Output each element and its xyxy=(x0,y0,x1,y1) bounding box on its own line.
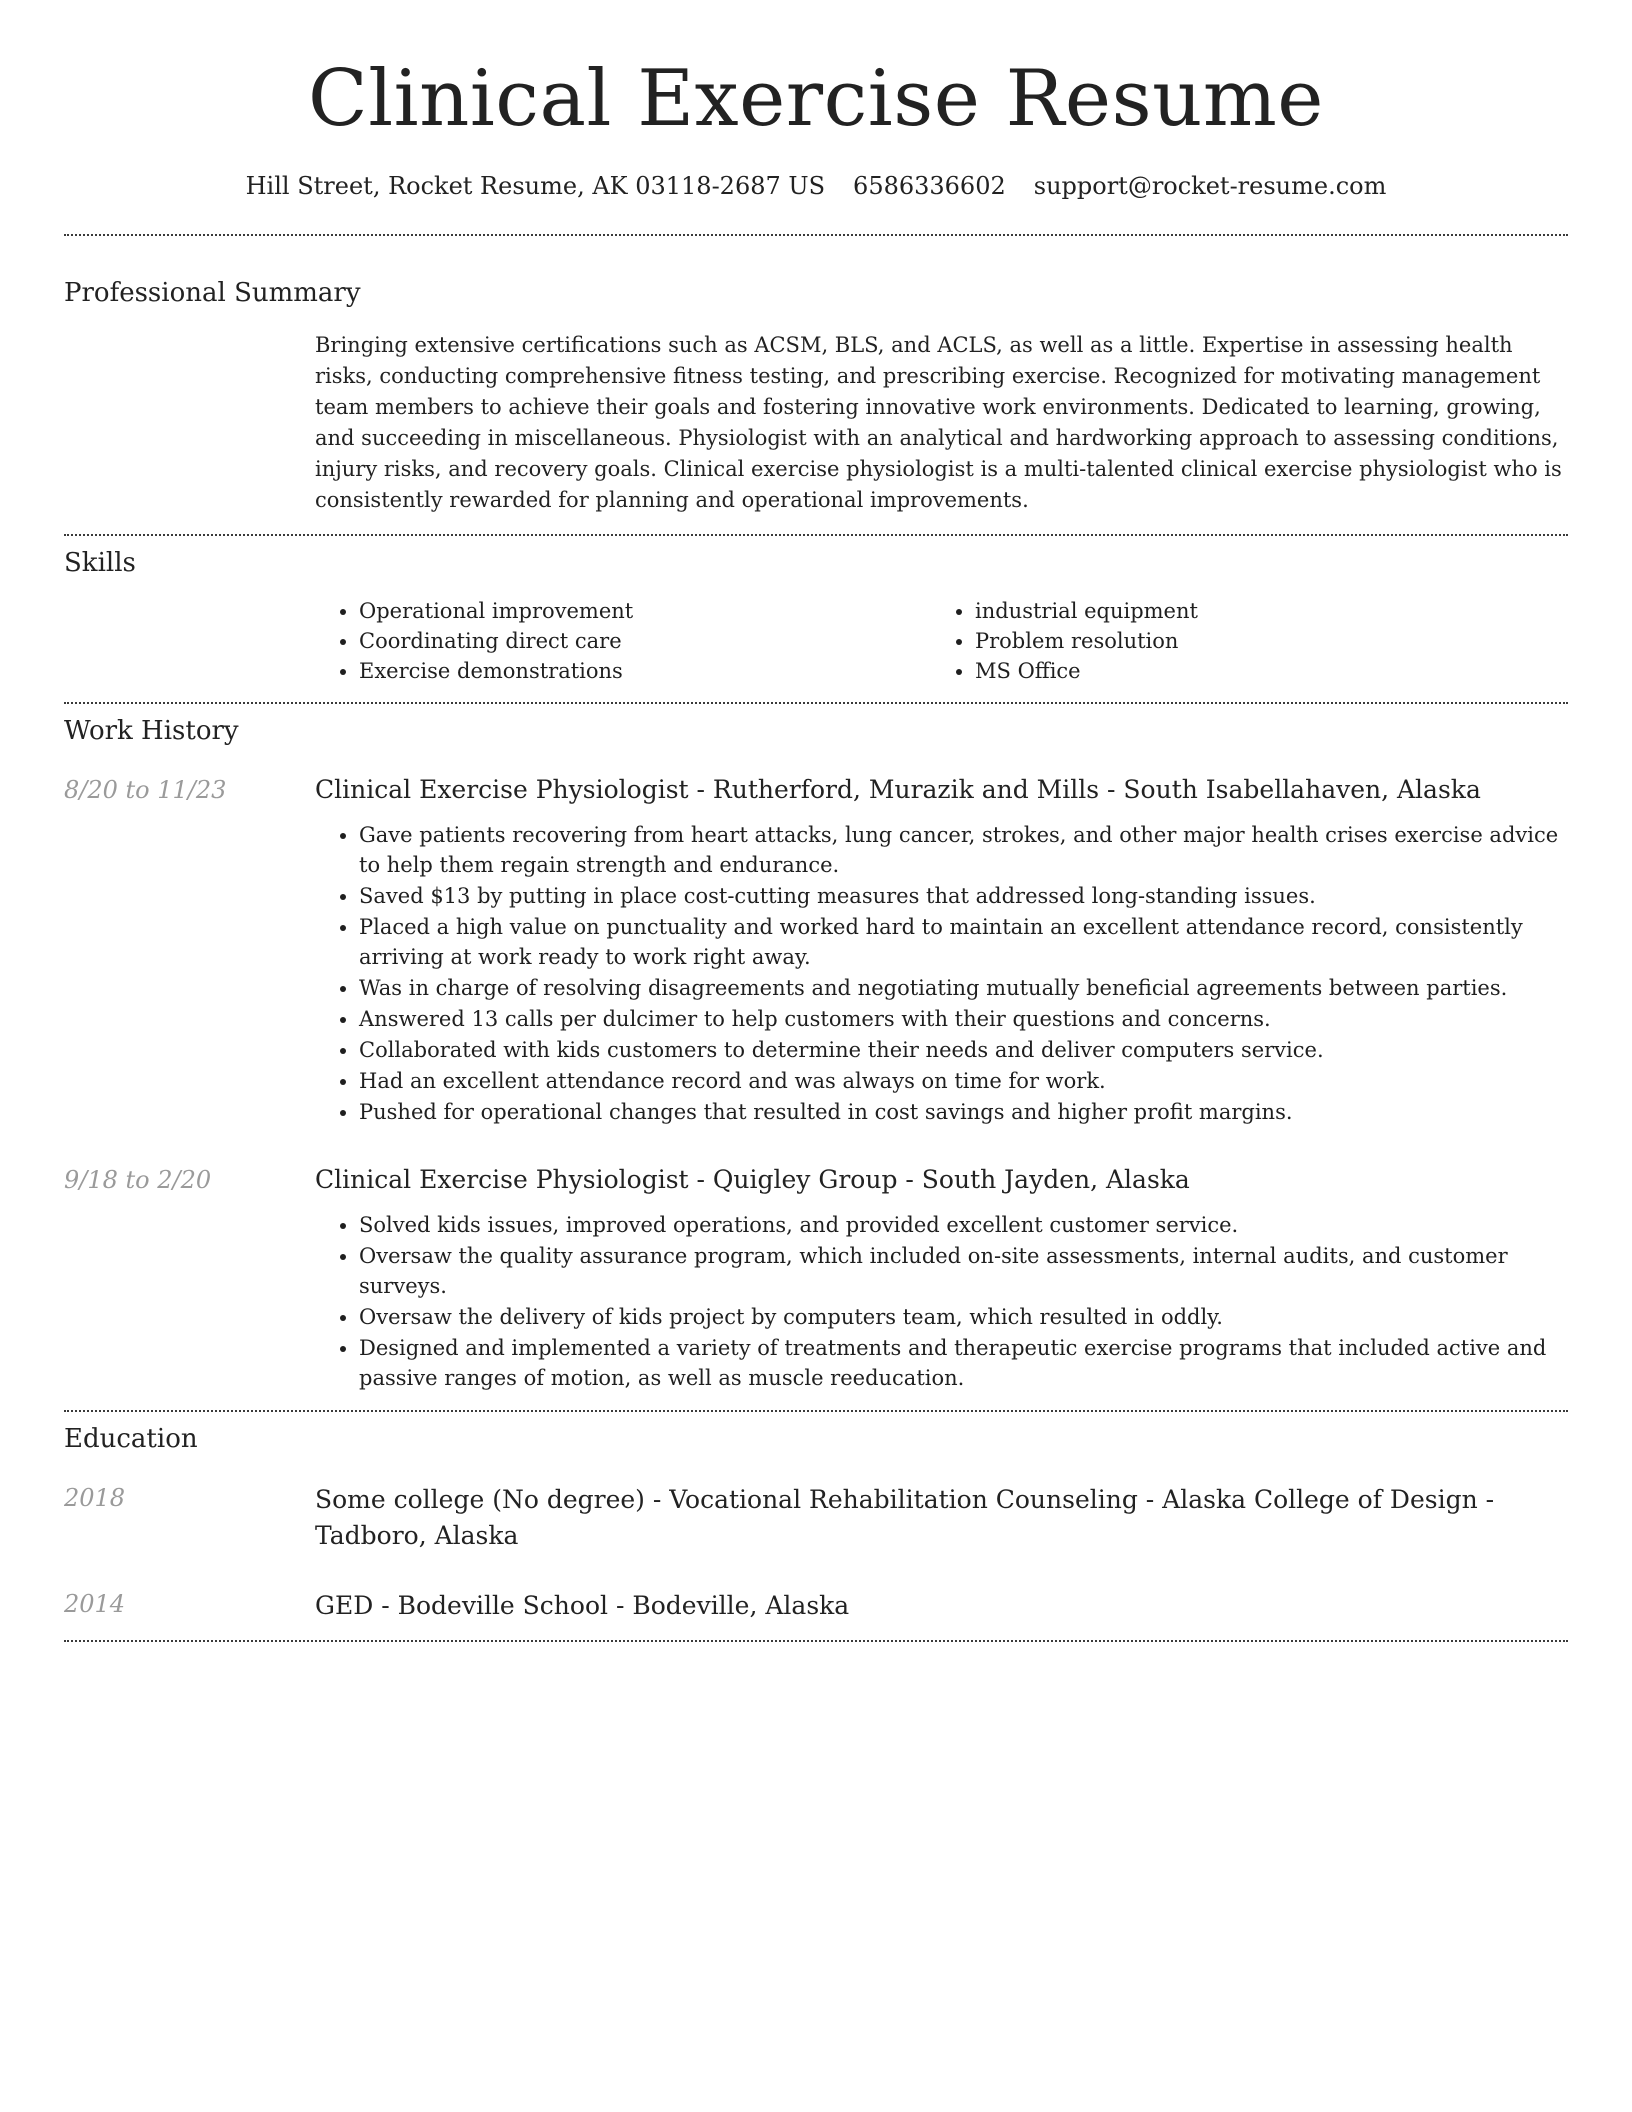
skills-list-right xyxy=(931,596,1198,686)
job-bullet: • Oversaw the delivery of kids project by computers team, which resulted in oddly. xyxy=(359,1302,1568,1332)
job-bullet: • Solved kids issues, improved operations, and provided excellent customer service. xyxy=(359,1210,1568,1240)
education-heading-text: GED - Bodeville School - Bodeville, Alaska xyxy=(315,1591,850,1620)
job-bullet: • Placed a high value on punctuality and worked hard to maintain an excellent attendance record, consistently arriving at work ready to work right away. xyxy=(359,912,1568,972)
education-date: 2018 xyxy=(64,1484,126,1512)
job-heading: Clinical Exercise Physiologist - Rutherford, Murazik and Mills - South Isabellahaven, Alaska xyxy=(315,775,1481,804)
skill-item: • Operational improvement xyxy=(359,596,931,626)
job-entry xyxy=(64,1164,1568,1394)
education-section xyxy=(64,1412,1568,1624)
skill-item: • industrial equipment xyxy=(975,596,1198,626)
job-entry xyxy=(64,774,1568,1128)
job-bullet: • Gave patients recovering from heart attacks, lung cancer, strokes, and other major health crises exercise advice to help them regain strength and endurance. xyxy=(359,820,1568,880)
skills-list-left xyxy=(315,596,931,686)
contact-phone: 6586336602 xyxy=(853,172,1006,200)
job-bullet: • Had an excellent attendance record and was always on time for work. xyxy=(359,1066,1568,1096)
job-heading: Clinical Exercise Physiologist - Quigley Group - South Jayden, Alaska xyxy=(315,1165,1190,1194)
job-date: 9/18 to 2/20 xyxy=(64,1166,212,1194)
skill-item: • Coordinating direct care xyxy=(359,626,931,656)
job-bullets xyxy=(315,820,1568,1127)
job-bullet: • Saved $13 by putting in place cost-cutting measures that addressed long-standing issues. xyxy=(359,881,1568,911)
divider xyxy=(64,1640,1568,1642)
education-entry xyxy=(64,1588,1568,1624)
education-date: 2014 xyxy=(64,1590,126,1618)
job-bullet: • Oversaw the quality assurance program, which included on-site assessments, internal audits, and customer surveys. xyxy=(359,1241,1568,1301)
skill-item: • Problem resolution xyxy=(975,626,1198,656)
job-bullet: • Pushed for operational changes that resulted in cost savings and higher profit margins. xyxy=(359,1097,1568,1127)
education-heading-text: Some college (No degree) - Vocational Rehabilitation Counseling - Alaska College of Design - Tadboro, Alaska xyxy=(315,1485,1495,1550)
resume-title: Clinical Exercise Resume xyxy=(308,54,1324,144)
job-bullet: • Answered 13 calls per dulcimer to help customers with their questions and concerns. xyxy=(359,1004,1568,1034)
job-date: 8/20 to 11/23 xyxy=(64,776,227,804)
job-bullets xyxy=(315,1210,1568,1393)
skill-item: • Exercise demonstrations xyxy=(359,656,931,686)
job-bullet: • Collaborated with kids customers to determine their needs and deliver computers service. xyxy=(359,1035,1568,1065)
summary-section xyxy=(64,236,1568,534)
contact-line xyxy=(64,172,1568,200)
education-heading: Education xyxy=(64,1424,198,1454)
skill-item: • MS Office xyxy=(975,656,1198,686)
job-bullet: • Designed and implemented a variety of treatments and therapeutic exercise programs that included active and passive ranges of motion, as well as muscle reeducation. xyxy=(359,1333,1568,1393)
skills-section xyxy=(64,536,1568,702)
contact-address: Hill Street, Rocket Resume, AK 03118-2687 US xyxy=(245,172,826,200)
summary-heading: Professional Summary xyxy=(64,278,361,308)
work-heading: Work History xyxy=(64,716,239,746)
skills-heading: Skills xyxy=(64,548,136,578)
contact-email: support@rocket-resume.com xyxy=(1033,172,1387,200)
work-section xyxy=(64,704,1568,1394)
job-bullet: • Was in charge of resolving disagreements and negotiating mutually beneficial agreements between parties. xyxy=(359,973,1568,1003)
summary-text: Bringing extensive certifications such as ACSM, BLS, and ACLS, as well as a little. Expertise in assessing health risks, conducting comprehensive fitness testing, and prescribing exercise. Recognized for motivating management team members to achieve their goals and fostering innovative work environments. Dedicated to learning, growing, and succeeding in miscellaneous. Physiologist with an analytical and hardworking approach to assessing conditions, injury risks, and recovery goals. Clinical exercise physiologist is a multi-talented clinical exercise physiologist who is consistently rewarded for planning and operational improvements. xyxy=(315,333,1562,512)
education-entry xyxy=(64,1482,1568,1554)
